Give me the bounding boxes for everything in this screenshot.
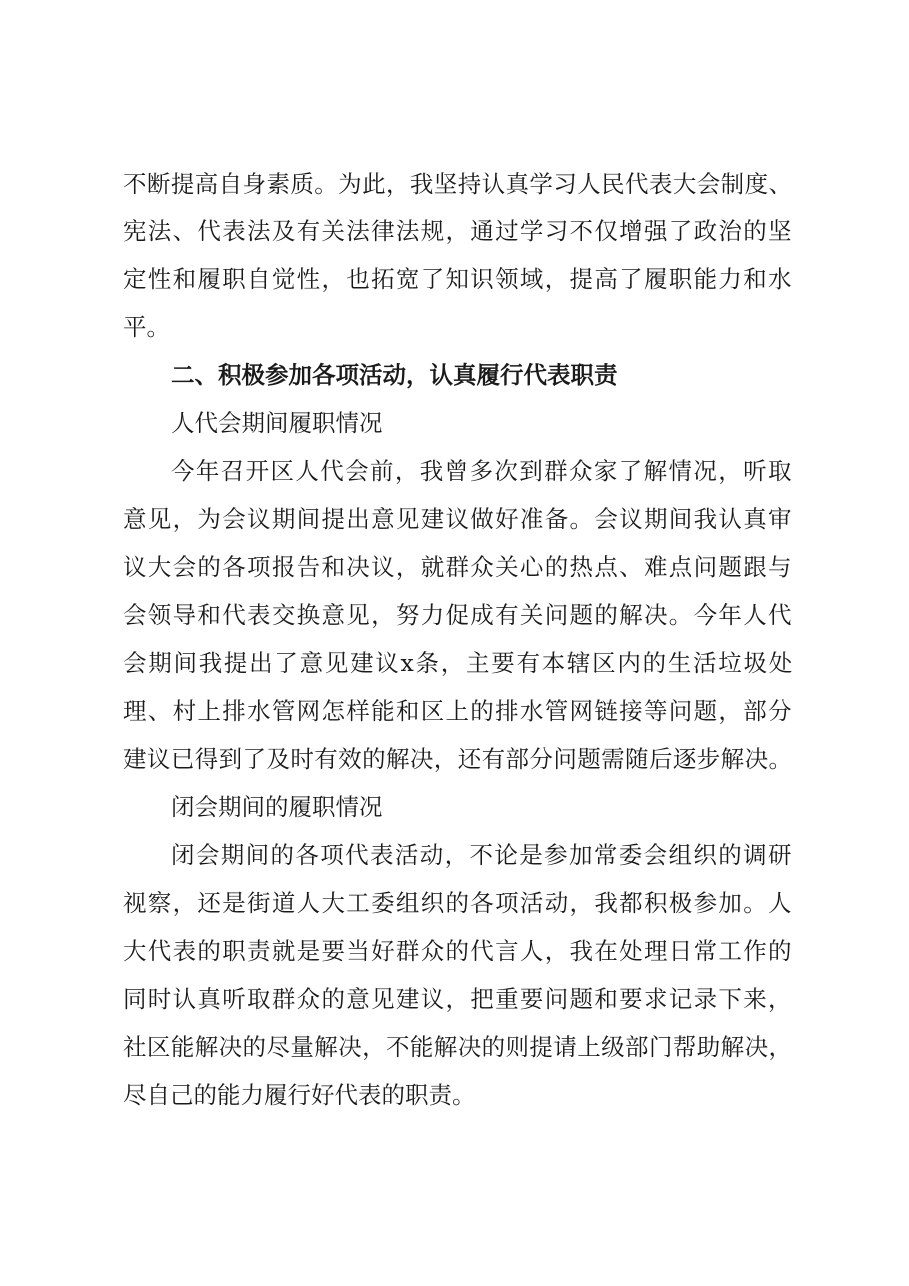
subheading-during-congress: 人代会期间履职情况 [171, 409, 383, 437]
paragraph-3-line: 同时认真听取群众的意见建议，把重要问题和要求记录下来， [123, 985, 793, 1013]
paragraph-2-line: 会领导和代表交换意见，努力促成有关问题的解决。今年人代 [123, 601, 793, 629]
paragraph-3-line: 大代表的职责就是要当好群众的代言人，我在处理日常工作的 [123, 937, 793, 965]
paragraph-3-line: 视察，还是街道人大工委组织的各项活动，我都积极参加。人 [123, 889, 793, 917]
paragraph-2-line: 今年召开区人代会前，我曾多次到群众家了解情况，听取 [171, 457, 793, 485]
paragraph-2-line: 建议已得到了及时有效的解决，还有部分问题需随后逐步解决。 [123, 745, 793, 773]
paragraph-3-line: 社区能解决的尽量解决，不能解决的则提请上级部门帮助解决， [123, 1033, 793, 1061]
paragraph-2-line: 会期间我提出了意见建议x条，主要有本辖区内的生活垃圾处 [123, 649, 794, 677]
paragraph-3-line: 闭会期间的各项代表活动，不论是参加常委会组织的调研 [171, 841, 793, 869]
paragraph-2-line: 议大会的各项报告和决议，就群众关心的热点、难点问题跟与 [123, 553, 793, 581]
section-heading: 二、积极参加各项活动，认真履行代表职责 [171, 361, 618, 389]
paragraph-2-line: 意见，为会议期间提出意见建议做好准备。会议期间我认真审 [123, 505, 793, 533]
paragraph-1-line: 宪法、代表法及有关法律法规，通过学习不仅增强了政治的坚 [123, 217, 793, 245]
paragraph-1-line: 不断提高自身素质。为此，我坚持认真学习人民代表大会制度、 [123, 170, 793, 198]
paragraph-1-line: 平。 [123, 313, 170, 341]
subheading-recess: 闭会期间的履职情况 [171, 793, 383, 821]
paragraph-2-line: 理、村上排水管网怎样能和区上的排水管网链接等问题，部分 [123, 697, 793, 725]
paragraph-1-line: 定性和履职自觉性，也拓宽了知识领域，提高了履职能力和水 [123, 265, 793, 293]
paragraph-3-line: 尽自己的能力履行好代表的职责。 [123, 1081, 476, 1109]
